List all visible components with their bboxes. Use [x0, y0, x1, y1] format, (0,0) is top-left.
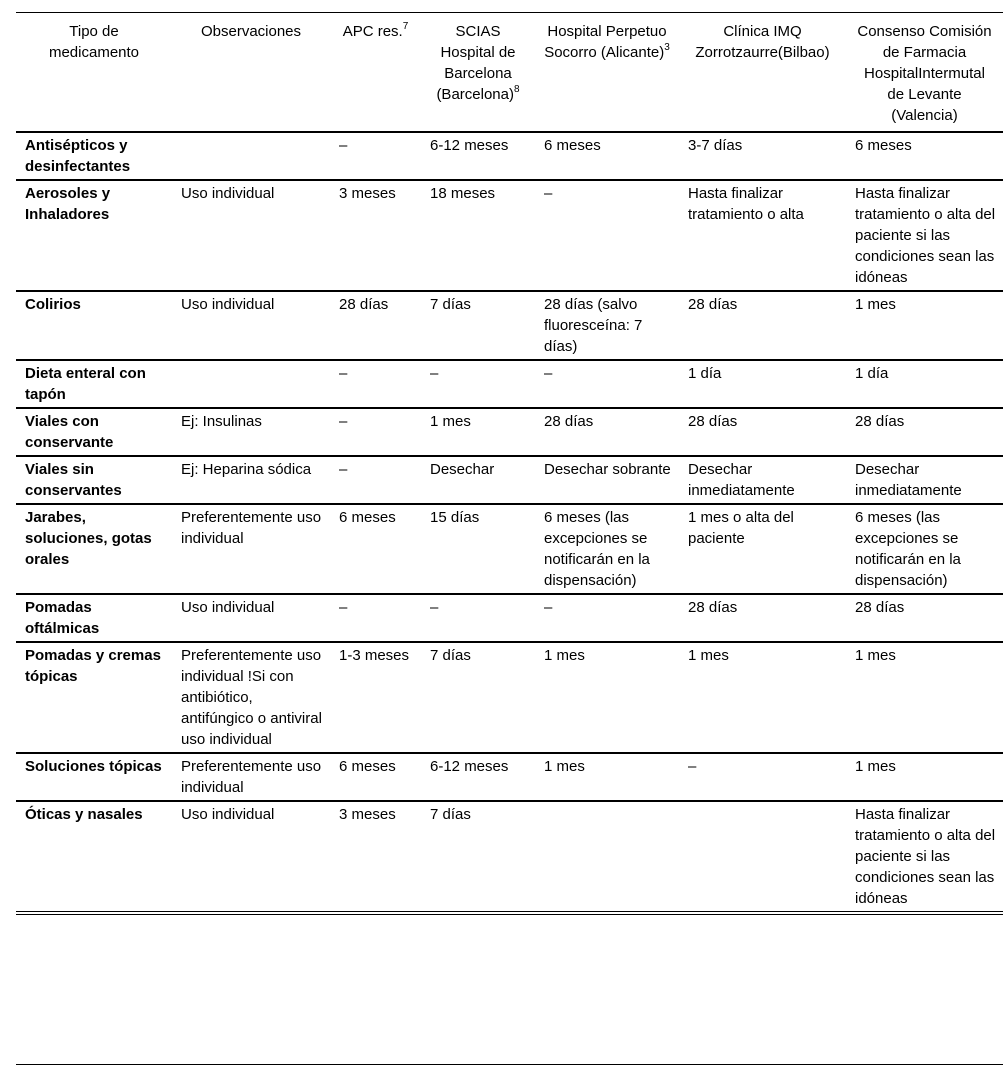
cell-observaciones: Uso individual: [181, 599, 275, 616]
scias-footnote-ref: 8: [513, 84, 520, 95]
cell-imq: 1 mes: [688, 647, 729, 664]
table-row: [16, 132, 1003, 180]
cell-tipo: Viales con conservante: [25, 413, 114, 451]
cell-apc: –: [339, 599, 348, 616]
cell-perpetuo: [535, 801, 679, 913]
table-row: [16, 642, 1003, 753]
header-tipo: Tipo de medicamento: [48, 23, 140, 61]
cell-scias: 6-12 meses: [430, 137, 509, 154]
cell-scias: –: [430, 365, 439, 382]
cell-tipo: Jarabes, soluciones, gotas orales: [25, 509, 152, 568]
cell-tipo: Pomadas y cremas tópicas: [25, 647, 161, 685]
cell-apc: 6 meses: [339, 509, 396, 526]
table-header: [16, 13, 1003, 133]
header-row: [16, 13, 1003, 133]
cell-tipo: Aerosoles y Inhaladores: [25, 185, 111, 223]
header-perpetuo: Hospital Perpetuo Socorro (Alicante)$^3$: [544, 23, 670, 61]
cell-tipo: Pomadas oftálmicas: [25, 599, 100, 637]
cell-imq: 28 días: [688, 599, 738, 616]
cell-tipo: Viales sin conservantes: [25, 461, 122, 499]
table-row: [16, 456, 1003, 504]
header-consenso: Consenso Comisión de Farmacia HospitalIntermutal de Levante (Valencia): [857, 23, 992, 124]
table-row: [16, 360, 1003, 408]
cell-tipo: Colirios: [25, 296, 81, 313]
cell-perpetuo: 28 días: [544, 413, 594, 430]
stability-table: [16, 12, 1003, 915]
cell-perpetuo: 1 mes: [544, 758, 585, 775]
cell-scias: 6-12 meses: [430, 758, 509, 775]
cell-consenso: 6 meses (las excepciones se notificarán en la dispensación): [855, 509, 961, 589]
cell-apc: 6 meses: [339, 758, 396, 775]
cell-imq: 1 mes o alta del paciente: [688, 509, 794, 547]
cell-imq: Hasta finalizar tratamiento o alta: [688, 185, 804, 223]
cell-perpetuo: 1 mes: [544, 647, 585, 664]
cell-observaciones: Ej: Heparina sódica: [181, 461, 312, 478]
cell-observaciones: Preferentemente uso individual !Si con antibiótico, antifúngico o antiviral uso individual: [181, 647, 322, 748]
cell-consenso: Hasta finalizar tratamiento o alta del paciente si las condiciones sean las idóneas: [855, 185, 996, 286]
cell-imq: 28 días: [688, 296, 738, 313]
cell-imq: 28 días: [688, 413, 738, 430]
table-row: [16, 408, 1003, 456]
cell-apc: 3 meses: [339, 185, 396, 202]
cell-apc: –: [339, 461, 348, 478]
cell-apc: –: [339, 137, 348, 154]
cell-imq: [679, 801, 846, 913]
cell-apc: 3 meses: [339, 806, 396, 823]
cell-imq: 1 día: [688, 365, 722, 382]
table-body: [16, 132, 1003, 913]
cell-scias: 7 días: [430, 296, 471, 313]
cell-observaciones: [172, 360, 330, 408]
table-row: [16, 180, 1003, 291]
header-imq: Clínica IMQ Zorrotzaurre(Bilbao): [695, 23, 830, 61]
perpetuo-footnote-ref: 3: [664, 42, 670, 53]
cell-consenso: 28 días: [855, 413, 905, 430]
cell-perpetuo: –: [544, 365, 553, 382]
cell-observaciones: Uso individual: [181, 296, 275, 313]
cell-perpetuo: –: [544, 599, 553, 616]
cell-consenso: 1 mes: [855, 758, 896, 775]
cell-tipo: Antisépticos y desinfectantes: [25, 137, 131, 175]
apc-footnote-ref: 7: [402, 21, 409, 32]
cell-perpetuo: 28 días (salvo fluoresceína: 7 días): [544, 296, 643, 355]
cell-scias: 1 mes: [430, 413, 471, 430]
cell-imq: 3-7 días: [688, 137, 743, 154]
table-row: [16, 594, 1003, 642]
cell-imq: Desechar inmediatamente: [688, 461, 795, 499]
cell-apc: –: [339, 365, 348, 382]
table-row: [16, 753, 1003, 801]
cell-apc: 28 días: [339, 296, 389, 313]
cell-observaciones: Ej: Insulinas: [181, 413, 262, 430]
cell-perpetuo: 6 meses (las excepciones se notificarán en la dispensación): [544, 509, 650, 589]
cell-observaciones: [172, 132, 330, 180]
cell-consenso: Hasta finalizar tratamiento o alta del paciente si las condiciones sean las idóneas: [855, 806, 996, 907]
cell-consenso: 1 mes: [855, 296, 896, 313]
table-row: [16, 801, 1003, 913]
cell-tipo: Dieta enteral con tapón: [25, 365, 146, 403]
cell-apc: 1-3 meses: [339, 647, 410, 664]
cell-observaciones: Preferentemente uso individual: [181, 758, 322, 796]
cell-scias: 7 días: [430, 806, 471, 823]
cell-consenso: Desechar inmediatamente: [855, 461, 962, 499]
header-scias: SCIAS Hospital de Barcelona (Barcelona)$^8$: [436, 23, 520, 103]
cell-consenso: 1 día: [855, 365, 889, 382]
cell-apc: –: [339, 413, 348, 430]
cell-tipo: Óticas y nasales: [25, 806, 143, 823]
cell-observaciones: Uso individual: [181, 806, 275, 823]
table-row: [16, 291, 1003, 360]
cell-scias: 18 meses: [430, 185, 496, 202]
cell-imq: –: [688, 758, 697, 775]
header-apc: APC res.$^7$: [342, 21, 409, 40]
cell-consenso: 6 meses: [855, 137, 912, 154]
table-bottom-rule: [16, 1064, 1003, 1065]
cell-perpetuo: Desechar sobrante: [544, 461, 671, 478]
header-observaciones: Observaciones: [200, 23, 302, 40]
cell-observaciones: Preferentemente uso individual: [181, 509, 322, 547]
cell-consenso: 28 días: [855, 599, 905, 616]
cell-consenso: 1 mes: [855, 647, 896, 664]
table-row: [16, 504, 1003, 594]
cell-perpetuo: 6 meses: [544, 137, 601, 154]
cell-perpetuo: –: [544, 185, 553, 202]
cell-tipo: Soluciones tópicas: [25, 758, 162, 775]
cell-scias: Desechar: [430, 461, 495, 478]
cell-scias: 7 días: [430, 647, 471, 664]
cell-observaciones: Uso individual: [181, 185, 275, 202]
cell-scias: 15 días: [430, 509, 480, 526]
cell-scias: –: [430, 599, 439, 616]
